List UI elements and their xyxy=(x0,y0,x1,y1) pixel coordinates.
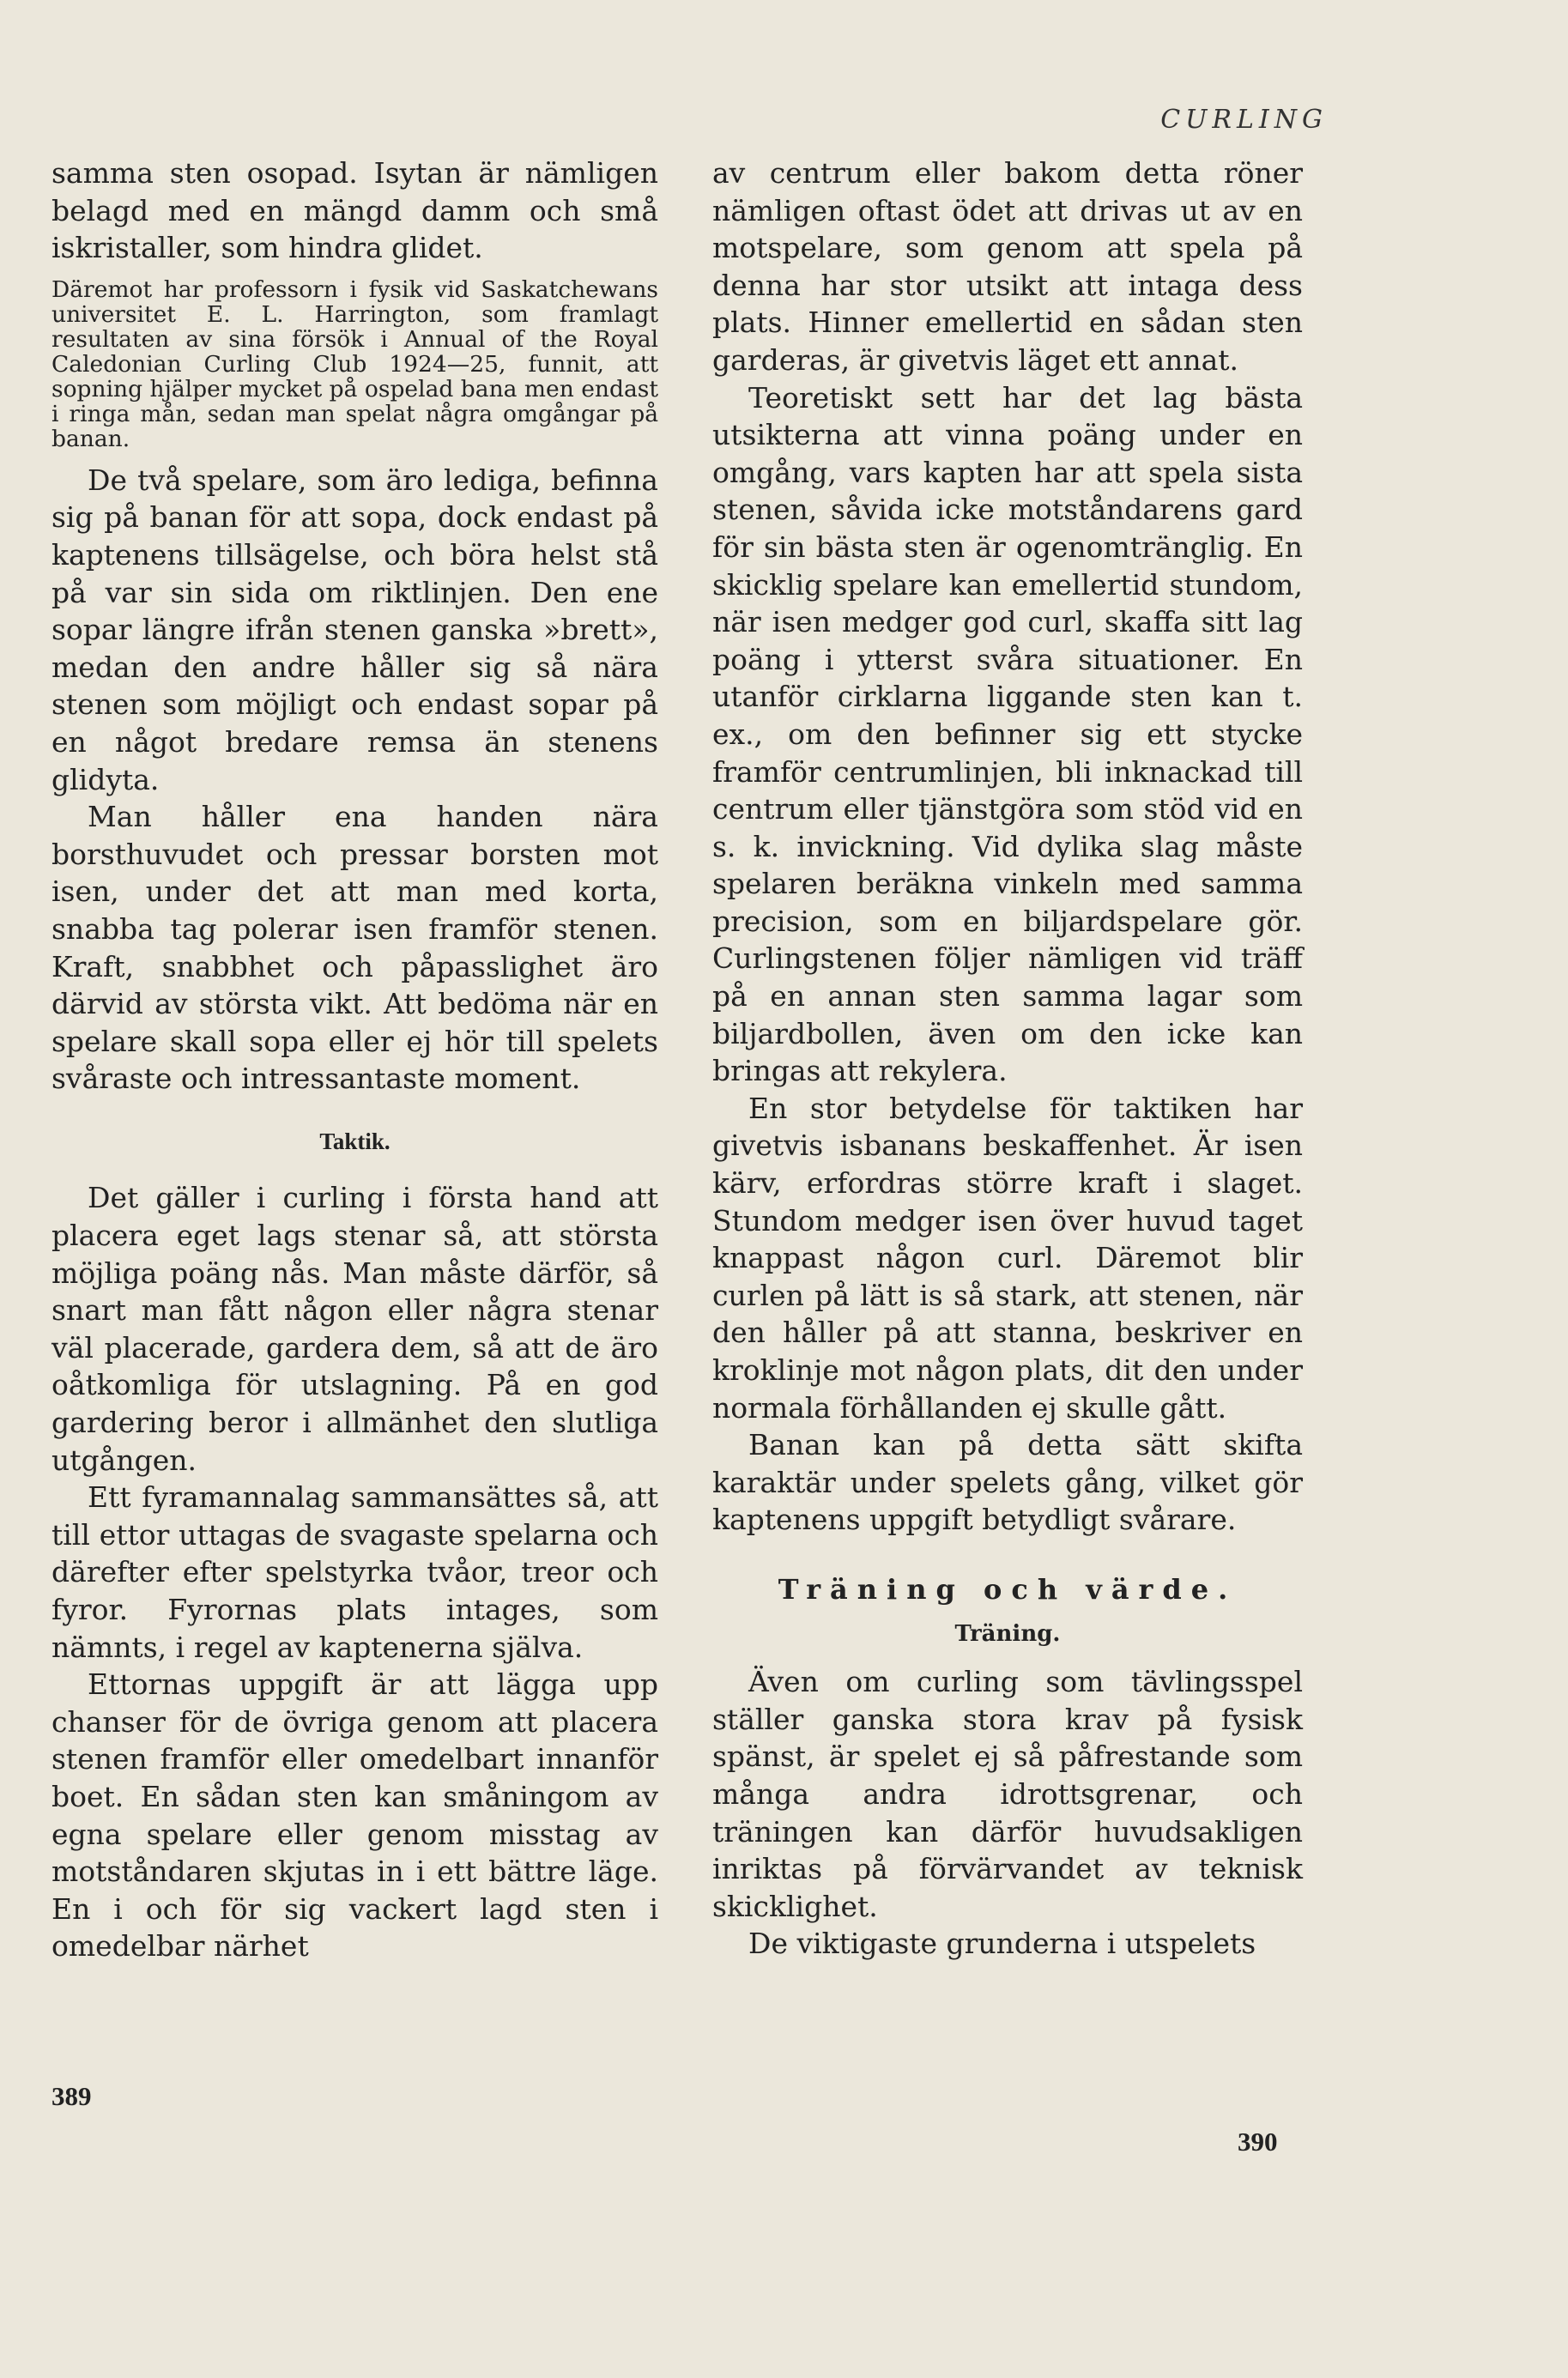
paragraph: Man håller ena handen nära borsthuvudet och pressar borsten mot isen, under det att man med korta, snabba tag polerar isen framför stenen. Kraft, snabbhet och påpasslighet äro därvid av största vikt. Att bedöma när en spelare skall sopa eller ej hör till spelets svåraste och intressantaste moment. xyxy=(51,800,658,1096)
paragraph: samma sten osopad. Isytan är nämligen belagd med en mängd damm och små iskristaller, som hindra glidet. xyxy=(51,156,658,265)
paragraph: Det gäller i curling i första hand att placera eget lags stenar så, att största möjliga poäng nås. Man måste därför, så snart man fått någon eller några stenar väl placerade, gardera dem, så att de äro oåtkomliga för utslagning. På en god gardering beror i allmänhet den slutliga utgången. xyxy=(51,1181,658,1477)
paragraph: Ettornas uppgift är att lägga upp chanser för de övriga genom att placera stenen framför eller omedelbart innanför boet. En sådan sten kan småningom av egna spelare eller genom misstag av motståndaren skjutas in i ett bättre läge. En i och för sig vackert lagd sten i omedelbar närhet xyxy=(51,1667,658,1964)
section-heading-traning: Träning. xyxy=(954,1620,1061,1647)
paragraph: av centrum eller bakom detta röner nämligen oftast ödet att drivas ut av en motspelare, som genom att spela på denna har stor utsikt att intaga dess plats. Hinner emellertid en sådan sten garderas, är givetvis läget ett annat. xyxy=(712,156,1303,377)
paragraph: Även om curling som tävlingsspel ställer ganska stora krav på fysisk spänst, är spelet ej så påfrestande som många andra idrottsgrenar, och träningen kan därför huvudsakligen inriktas på förvärvandet av teknisk skicklighet. xyxy=(712,1665,1303,1923)
paragraph: Banan kan på detta sätt skifta karaktär under spelets gång, vilket gör kaptenens uppgift betydligt svårare. xyxy=(712,1428,1303,1537)
section-heading-taktik: Taktik. xyxy=(319,1128,390,1154)
paragraph: De två spelare, som äro lediga, befinna sig på banan för att sopa, dock endast på kaptenens tillsägelse, och böra helst stå på var sin sida om riktlinjen. Den ene sopar längre ifrån stenen ganska »brett», medan den andre håller sig så nära stenen som möjligt och endast sopar på en något bredare remsa än stenens glidyta. xyxy=(51,463,658,796)
right-column xyxy=(712,154,1303,1963)
running-head: CURLING xyxy=(1160,105,1328,135)
paragraph: Teoretiskt sett har det lag bästa utsikterna att vinna poäng under en omgång, vars kapten har att spela sista stenen, såvida icke motståndarens gard för sin bästa sten är ogenomtränglig. En skicklig spelare kan emellertid stundom, när isen medger god curl, skaffa sitt lag poäng i ytterst svåra situationer. En utanför cirklarna liggande sten kan t. ex., om den befinner sig ett stycke framför centrumlinjen, bli inknackad till centrum eller tjänstgöra som stöd vid en s. k. invickning. Vid dylika slag måste spelaren beräkna vinkeln med samma precision, som en biljardspelare gör. Curlingstenen följer nämligen vid träff på en annan sten samma lagar som biljardbollen, även om den icke kan bringas att rekylera. xyxy=(712,380,1303,1088)
small-print-paragraph: Däremot har professorn i fysik vid Saskatchewans universitet E. L. Harrington, som framlagt resultaten av sina försök i Annual of the Royal Caledonian Curling Club 1924—25, funnit, att sopning hjälper mycket på ospelad bana men endast i ringa mån, sedan man spelat några omgångar på banan. xyxy=(51,275,658,452)
left-column xyxy=(51,154,658,1965)
paragraph: De viktigaste grunderna i utspelets xyxy=(748,1927,1256,1961)
paragraph: En stor betydelse för taktiken har givetvis isbanans beskaffenhet. Är isen kärv, erfordras större kraft i slaget. Stundom medger isen över huvud taget knappast någon curl. Däremot blir curlen på lätt is så stark, att stenen, när den håller på att stanna, beskriver en kroklinje mot någon plats, dit den under normala förhållanden ej skulle gått. xyxy=(712,1091,1303,1425)
page-number-left: 389 xyxy=(51,2081,92,2111)
page-number-right: 390 xyxy=(1238,2127,1278,2157)
paragraph: Ett fyramannalag sammansättes så, att till ettor uttagas de svagaste spelarna och därefter efter spelstyrka tvåor, treor och fyror. Fyrornas plats intages, som nämnts, i regel av kaptenerna själva. xyxy=(51,1480,658,1664)
chapter-heading: Träning och värde. xyxy=(778,1572,1238,1606)
